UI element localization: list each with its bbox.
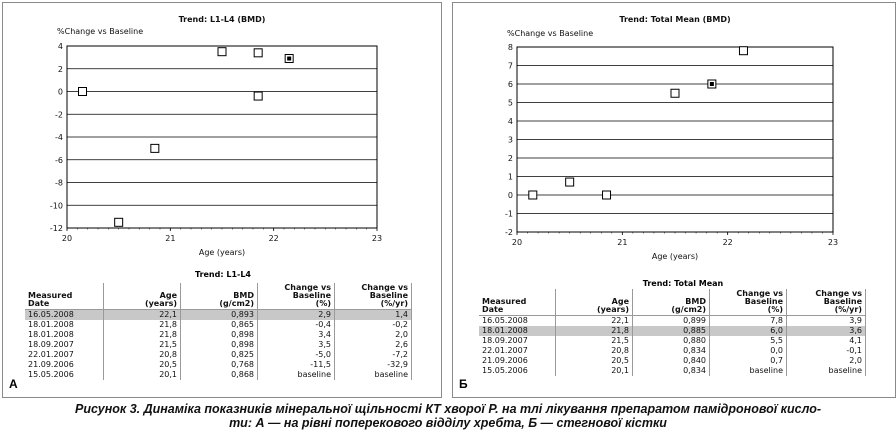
data-point-b bbox=[671, 89, 679, 97]
column-header: Measured Date bbox=[479, 289, 556, 316]
table-cell: baseline bbox=[710, 366, 787, 376]
table-cell: 22.01.2007 bbox=[479, 346, 556, 356]
x-tick-label-a: 21 bbox=[165, 234, 176, 243]
y-tick-label-b: 2 bbox=[507, 154, 513, 163]
column-header: Measured Date bbox=[25, 283, 104, 310]
table-cell: baseline bbox=[335, 370, 412, 380]
column-header: Age (years) bbox=[556, 289, 633, 316]
table-cell: 18.01.2008 bbox=[25, 320, 104, 330]
table-cell: 20,8 bbox=[556, 346, 633, 356]
y-tick-label-a: 4 bbox=[57, 42, 63, 51]
table-cell: -32,9 bbox=[335, 360, 412, 370]
table-cell: 2,9 bbox=[258, 310, 335, 321]
data-point-b bbox=[529, 191, 537, 199]
caption-line-2: ти: А — на рівні поперекового відділу хребта, Б — стегнової кістки bbox=[229, 416, 667, 430]
column-header: Change vs Baseline (%/yr) bbox=[787, 289, 866, 316]
table-cell: 3,4 bbox=[258, 330, 335, 340]
table-cell: 18.01.2008 bbox=[25, 330, 104, 340]
y-axis-label-a: %Change vs Baseline bbox=[57, 27, 144, 36]
y-tick-label-a: -8 bbox=[55, 178, 63, 188]
data-point-a bbox=[151, 144, 159, 152]
table-cell: -11,5 bbox=[258, 360, 335, 370]
table-cell: 3,9 bbox=[787, 316, 866, 327]
table-title-b: Trend: Total Mean bbox=[642, 279, 724, 288]
table-cell: 0,768 bbox=[181, 360, 258, 370]
table-row[interactable] bbox=[479, 366, 866, 376]
figure-caption bbox=[0, 402, 896, 430]
column-header: Age (years) bbox=[104, 283, 181, 310]
table-row[interactable] bbox=[25, 310, 412, 321]
y-tick-label-a: -6 bbox=[55, 155, 63, 165]
column-header: BMD (g/cm2) bbox=[633, 289, 710, 316]
panel-label-b: Б bbox=[459, 377, 468, 391]
table-cell: 20,5 bbox=[556, 356, 633, 366]
data-point-b bbox=[566, 178, 574, 186]
x-tick-label-b: 21 bbox=[617, 238, 628, 247]
table-cell: 0,885 bbox=[633, 326, 710, 336]
table-cell: 2,6 bbox=[335, 340, 412, 350]
chart-l1-l4 bbox=[3, 3, 441, 263]
table-cell: -5,0 bbox=[258, 350, 335, 360]
table-cell: 0,840 bbox=[633, 356, 710, 366]
table-row[interactable] bbox=[25, 350, 412, 360]
y-tick-label-a: -10 bbox=[49, 201, 63, 211]
table-cell: 20,5 bbox=[104, 360, 181, 370]
table-cell: baseline bbox=[787, 366, 866, 376]
x-tick-label-a: 20 bbox=[61, 234, 73, 243]
y-tick-label-b: -1 bbox=[505, 209, 513, 219]
x-tick-label-b: 23 bbox=[827, 238, 839, 247]
table-cell: 2,0 bbox=[335, 330, 412, 340]
table-row[interactable] bbox=[479, 356, 866, 366]
table-cell: 0,893 bbox=[181, 310, 258, 321]
data-point-b bbox=[739, 47, 747, 55]
table-cell: 0,834 bbox=[633, 346, 710, 356]
x-tick-label-b: 20 bbox=[511, 238, 523, 247]
data-point-a bbox=[218, 48, 226, 56]
chart-total-mean bbox=[453, 3, 895, 263]
table-cell: 21,8 bbox=[104, 320, 181, 330]
table-cell: 21,8 bbox=[104, 330, 181, 340]
table-cell: 0,868 bbox=[181, 370, 258, 380]
table-cell: -0,4 bbox=[258, 320, 335, 330]
table-cell: 6,0 bbox=[710, 326, 787, 336]
table-cell: 21.09.2006 bbox=[479, 356, 556, 366]
y-tick-label-a: 0 bbox=[57, 87, 63, 97]
y-tick-label-b: 0 bbox=[507, 191, 513, 200]
table-cell: 18.09.2007 bbox=[25, 340, 104, 350]
table-cell: 22,1 bbox=[556, 316, 633, 327]
table-l1-l4 bbox=[25, 283, 412, 380]
table-cell: -0,1 bbox=[787, 346, 866, 356]
table-cell: 20,1 bbox=[556, 366, 633, 376]
panel-label-a: А bbox=[9, 377, 18, 391]
y-tick-label-b: 3 bbox=[507, 135, 513, 145]
table-cell: 0,880 bbox=[633, 336, 710, 346]
table-total-mean bbox=[479, 289, 866, 376]
y-tick-label-b: 1 bbox=[507, 172, 513, 182]
column-header: BMD (g/cm2) bbox=[181, 283, 258, 310]
y-tick-label-b: 4 bbox=[507, 117, 513, 126]
table-cell: 15.05.2006 bbox=[479, 366, 556, 376]
table-cell: 0,825 bbox=[181, 350, 258, 360]
table-row[interactable] bbox=[25, 340, 412, 350]
table-row[interactable] bbox=[479, 326, 866, 336]
table-cell: 5,5 bbox=[710, 336, 787, 346]
y-tick-label-b: -2 bbox=[505, 228, 513, 237]
column-header: Change vs Baseline (%) bbox=[710, 289, 787, 316]
table-row[interactable] bbox=[25, 320, 412, 330]
table-title-a: Trend: L1-L4 bbox=[194, 270, 251, 279]
table-row[interactable] bbox=[25, 370, 412, 380]
table-cell: 0,7 bbox=[710, 356, 787, 366]
table-row[interactable] bbox=[479, 346, 866, 356]
table-cell: 18.01.2008 bbox=[479, 326, 556, 336]
table-cell: -0,2 bbox=[335, 320, 412, 330]
panel-b bbox=[452, 2, 896, 398]
x-tick-label-a: 22 bbox=[268, 234, 279, 243]
table-cell: 3,5 bbox=[258, 340, 335, 350]
caption-line-1: Рисунок 3. Динаміка показників мінеральної щільності КТ хворої Р. на тлі лікування препаратом памідронової кисло- bbox=[74, 402, 821, 416]
table-cell: baseline bbox=[258, 370, 335, 380]
table-cell: 22.01.2007 bbox=[25, 350, 104, 360]
data-point-a bbox=[254, 92, 262, 100]
y-tick-label-b: 8 bbox=[507, 43, 513, 52]
data-point-b bbox=[603, 191, 611, 199]
table-row[interactable] bbox=[25, 360, 412, 370]
column-header: Change vs Baseline (%) bbox=[258, 283, 335, 310]
y-tick-label-a: 2 bbox=[57, 64, 63, 74]
y-tick-label-a: -4 bbox=[55, 133, 63, 142]
table-cell: 21.09.2006 bbox=[25, 360, 104, 370]
x-tick-label-a: 23 bbox=[371, 234, 383, 243]
table-cell: 0,834 bbox=[633, 366, 710, 376]
table-cell: 0,899 bbox=[633, 316, 710, 327]
table-cell: 20,1 bbox=[104, 370, 181, 380]
table-cell: 1,4 bbox=[335, 310, 412, 321]
chart-title-b: Trend: Total Mean (BMD) bbox=[619, 15, 731, 24]
table-cell: -7,2 bbox=[335, 350, 412, 360]
data-point-selected-mark-a bbox=[287, 57, 291, 61]
panel-a bbox=[2, 2, 442, 398]
table-cell: 21,5 bbox=[556, 336, 633, 346]
table-cell: 15.05.2006 bbox=[25, 370, 104, 380]
x-tick-label-b: 22 bbox=[722, 238, 733, 247]
data-point-selected-mark-b bbox=[710, 82, 714, 86]
table-cell: 21,5 bbox=[104, 340, 181, 350]
table-cell: 0,0 bbox=[710, 346, 787, 356]
chart-title-a: Trend: L1-L4 (BMD) bbox=[178, 15, 266, 24]
table-cell: 22,1 bbox=[104, 310, 181, 321]
table-cell: 0,865 bbox=[181, 320, 258, 330]
data-point-a bbox=[254, 49, 262, 57]
y-tick-label-a: -12 bbox=[49, 224, 63, 233]
table-cell: 21,8 bbox=[556, 326, 633, 336]
y-tick-label-a: -2 bbox=[55, 110, 63, 120]
table-row[interactable] bbox=[479, 336, 866, 346]
x-axis-label-b: Age (years) bbox=[651, 252, 699, 261]
y-tick-label-b: 7 bbox=[507, 61, 513, 71]
data-point-a bbox=[79, 88, 87, 96]
x-axis-label-a: Age (years) bbox=[198, 248, 246, 257]
table-cell: 0,898 bbox=[181, 330, 258, 340]
table-cell: 16.05.2008 bbox=[479, 316, 556, 327]
data-point-a bbox=[115, 218, 123, 226]
y-axis-label-b: %Change vs Baseline bbox=[507, 29, 594, 38]
y-tick-label-b: 6 bbox=[507, 80, 513, 89]
table-cell: 16.05.2008 bbox=[25, 310, 104, 321]
table-cell: 4,1 bbox=[787, 336, 866, 346]
table-row[interactable] bbox=[479, 316, 866, 327]
table-cell: 7,8 bbox=[710, 316, 787, 327]
y-tick-label-b: 5 bbox=[507, 98, 513, 108]
table-cell: 2,0 bbox=[787, 356, 866, 366]
column-header: Change vs Baseline (%/yr) bbox=[335, 283, 412, 310]
table-cell: 18.09.2007 bbox=[479, 336, 556, 346]
table-row[interactable] bbox=[25, 330, 412, 340]
table-cell: 3,6 bbox=[787, 326, 866, 336]
table-cell: 0,898 bbox=[181, 340, 258, 350]
table-cell: 20,8 bbox=[104, 350, 181, 360]
